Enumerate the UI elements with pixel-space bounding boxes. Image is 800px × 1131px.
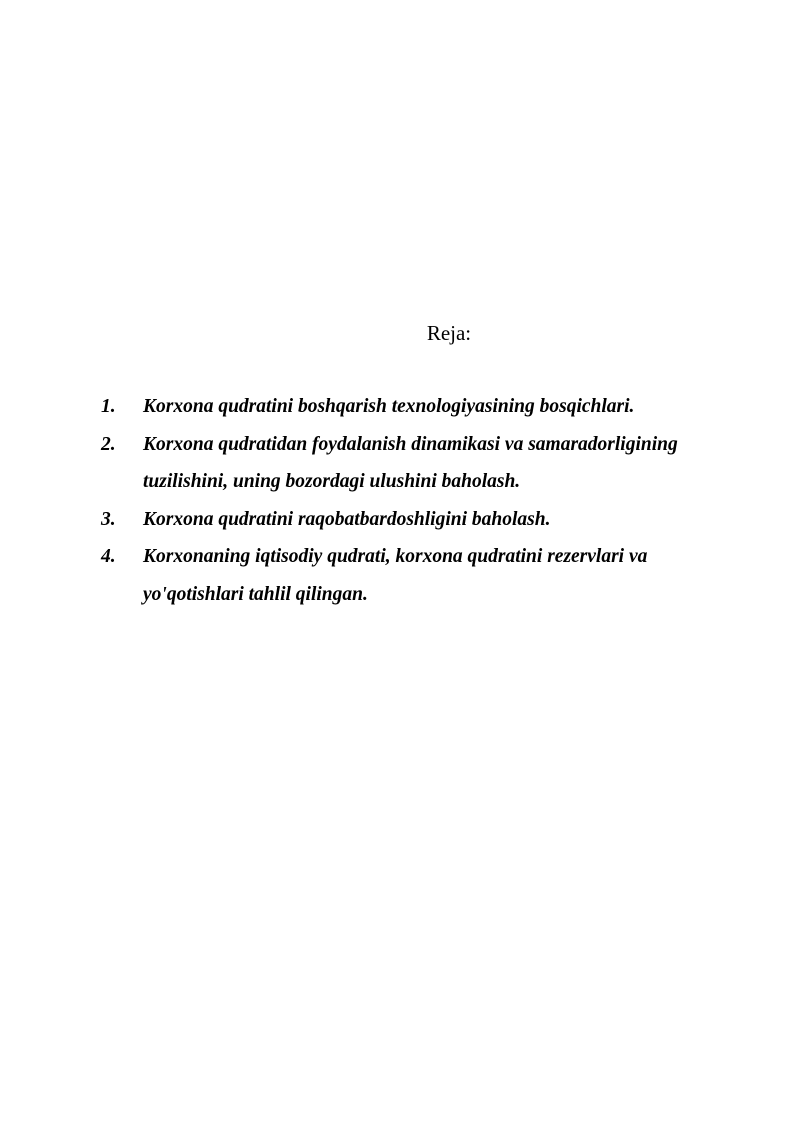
list-item-number: 4. [101, 546, 116, 567]
list-item-line: Korxona qudratidan foydalanish dinamikasi va samaradorligining [143, 433, 678, 455]
list-item [101, 501, 761, 539]
list-item-number: 2. [101, 433, 116, 455]
list-item [101, 426, 761, 501]
list-item-text [143, 538, 761, 613]
list-item-line: yo'qotishlari tahlil qilingan. [143, 583, 368, 605]
list-item-text [143, 388, 761, 426]
list-item-line: Korxona qudratini raqobatbardoshligini baholash. [143, 508, 551, 530]
list-item-text [143, 426, 761, 501]
page-title: Reja: [426, 321, 472, 345]
list-item-number: 1. [101, 396, 116, 417]
list-item [101, 388, 761, 426]
list-item [101, 538, 761, 613]
list-item-number: 3. [101, 508, 116, 530]
list-item-line: Korxonaning iqtisodiy qudrati, korxona qudratini rezervlari va [143, 546, 648, 567]
list-item-text [143, 501, 761, 539]
list-item-line: tuzilishini, uning bozordagi ulushini baholash. [143, 471, 521, 492]
plan-list [101, 388, 761, 613]
list-item-line: Korxona qudratini boshqarish texnologiyasining bosqichlari. [143, 396, 635, 417]
